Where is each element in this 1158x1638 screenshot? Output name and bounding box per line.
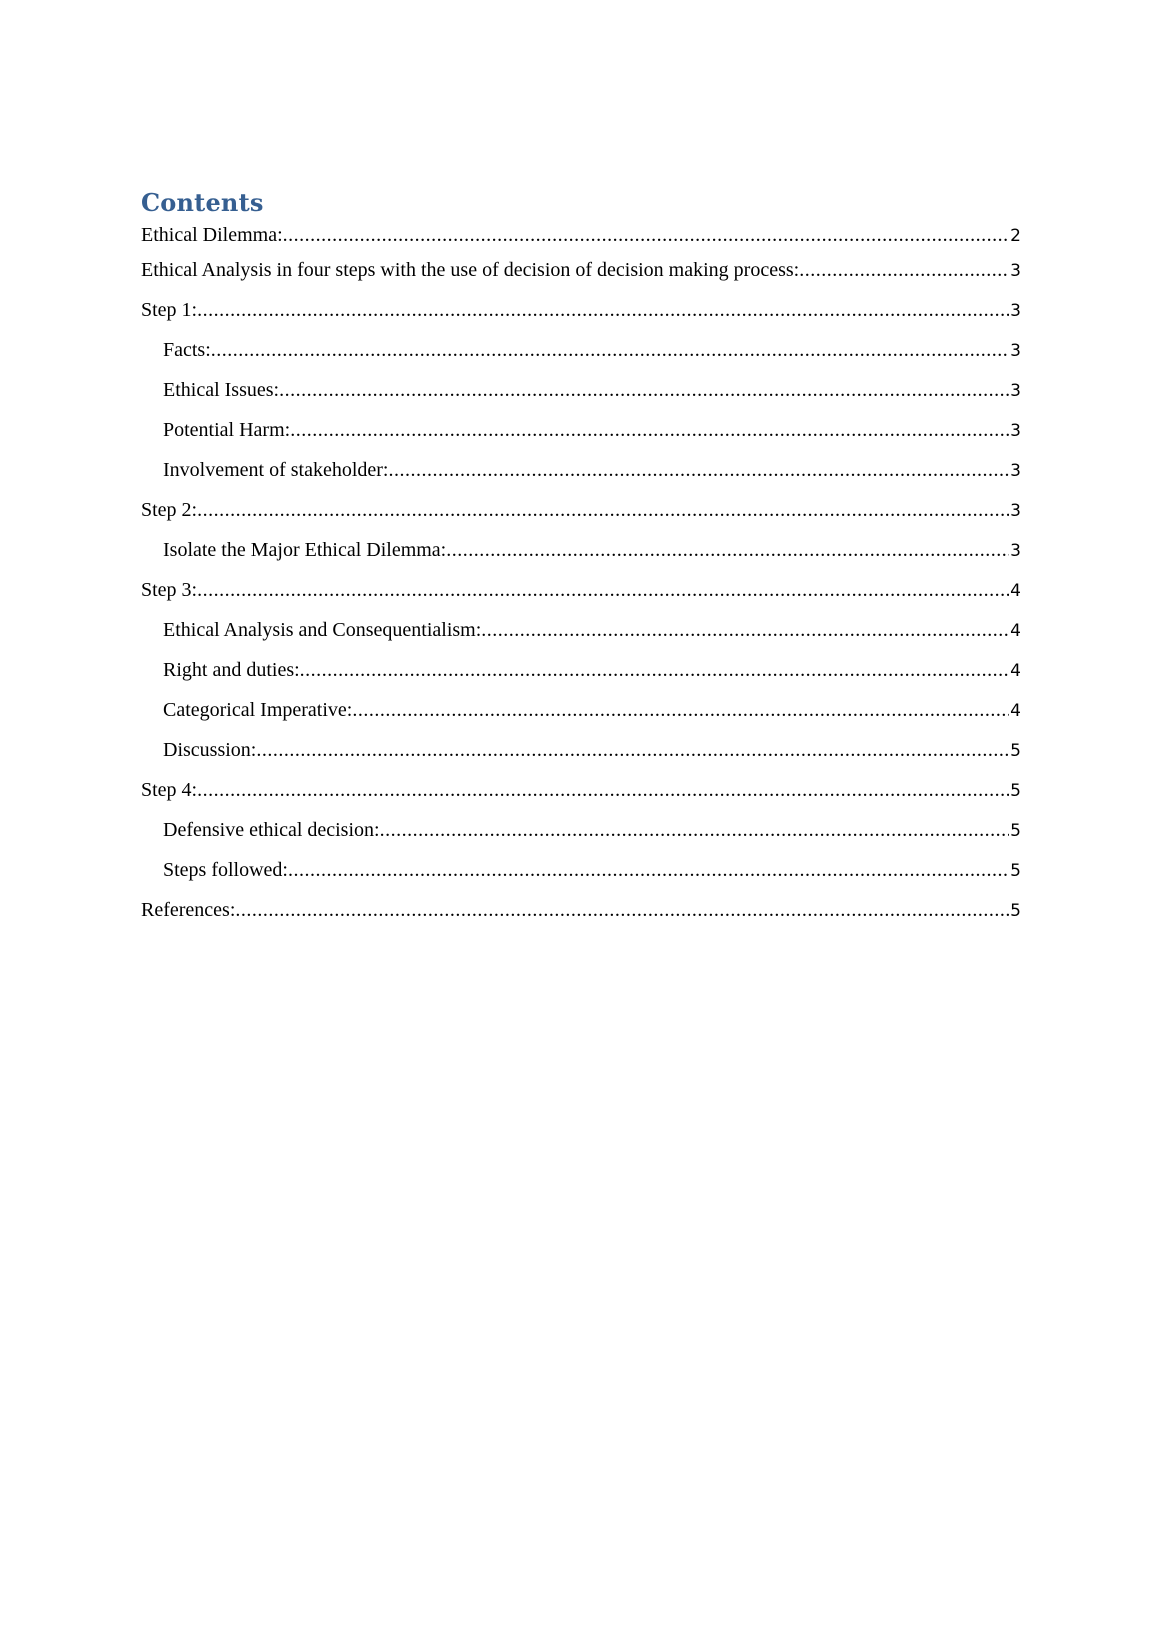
toc-page-number: 4 [1010, 661, 1021, 681]
toc-entry-text: Ethical Analysis in four steps with the use of decision of decision making process: [141, 259, 800, 281]
toc-page-number: 2 [1010, 226, 1021, 246]
toc-entry-ethical-analysis[interactable] [141, 250, 1021, 290]
toc-dot-leader [235, 890, 1009, 930]
toc-dot-leader [197, 570, 1009, 610]
toc-entry-right-and-duties[interactable] [141, 650, 1021, 690]
toc-dot-leader [300, 650, 1010, 690]
toc-entry-ethical-issues[interactable] [141, 370, 1021, 410]
toc-entry-text: Ethical Analysis and Consequentialism: [163, 619, 482, 641]
toc-dot-leader [279, 370, 1009, 410]
toc-entry-text: Defensive ethical decision: [163, 819, 380, 841]
toc-page-number: 3 [1010, 421, 1021, 441]
toc-dot-leader [446, 530, 1009, 570]
toc-page-number: 3 [1010, 381, 1021, 401]
toc-entry-text: Step 4: [141, 779, 198, 801]
toc-page-number: 5 [1010, 781, 1021, 801]
toc-entry-text: Facts: [163, 339, 211, 361]
toc-entry-discussion[interactable] [141, 730, 1021, 770]
toc-entry-step-3[interactable] [141, 570, 1021, 610]
toc-entry-text: Categorical Imperative: [163, 699, 353, 721]
toc-page-number: 4 [1010, 701, 1021, 721]
toc-entry-isolate-major-ethical-dilemma[interactable] [141, 530, 1021, 570]
toc-dot-leader [197, 490, 1009, 530]
toc-page-number: 3 [1010, 461, 1021, 481]
toc-page-number: 3 [1010, 501, 1021, 521]
toc-dot-leader [380, 810, 1010, 850]
toc-dot-leader [352, 690, 1009, 730]
toc-entry-text: Step 2: [141, 499, 198, 521]
toc-entry-text: Potential Harm: [163, 419, 291, 441]
toc-page-number: 3 [1010, 341, 1021, 361]
toc-dot-leader [389, 450, 1010, 490]
toc-dot-leader [283, 220, 1010, 250]
toc-page-number: 4 [1010, 581, 1021, 601]
toc-page-number: 5 [1010, 861, 1021, 881]
toc-page-number: 5 [1010, 901, 1021, 921]
toc-title: Contents [141, 188, 264, 217]
toc-entry-text: Ethical Dilemma: [141, 224, 283, 246]
table-of-contents [141, 186, 1021, 930]
toc-list [141, 220, 1021, 930]
toc-dot-leader [799, 250, 1009, 290]
toc-entry-text: Right and duties: [163, 659, 300, 681]
toc-entry-ethical-dilemma[interactable] [141, 220, 1021, 250]
toc-entry-defensive-ethical-decision[interactable] [141, 810, 1021, 850]
toc-dot-leader [197, 770, 1009, 810]
toc-entry-potential-harm[interactable] [141, 410, 1021, 450]
toc-dot-leader [290, 410, 1009, 450]
toc-entry-text: Step 1: [141, 299, 198, 321]
toc-page-number: 5 [1010, 821, 1021, 841]
toc-dot-leader [288, 850, 1009, 890]
toc-entry-text: Discussion: [163, 739, 257, 761]
toc-entry-text: Step 3: [141, 579, 198, 601]
toc-entry-text: References: [141, 899, 236, 921]
toc-entry-ethical-analysis-consequentialism[interactable] [141, 610, 1021, 650]
toc-dot-leader [211, 330, 1009, 370]
toc-entry-steps-followed[interactable] [141, 850, 1021, 890]
toc-entry-step-2[interactable] [141, 490, 1021, 530]
toc-dot-leader [481, 610, 1009, 650]
toc-page-number: 3 [1010, 541, 1021, 561]
toc-page-number: 3 [1010, 301, 1021, 321]
toc-dot-leader [197, 290, 1009, 330]
toc-entry-text: Steps followed: [163, 859, 288, 881]
toc-page-number: 4 [1010, 621, 1021, 641]
toc-dot-leader [256, 730, 1009, 770]
toc-entry-text: Ethical Issues: [163, 379, 280, 401]
toc-entry-step-1[interactable] [141, 290, 1021, 330]
toc-entry-involvement-of-stakeholder[interactable] [141, 450, 1021, 490]
toc-page-number: 3 [1010, 261, 1021, 281]
toc-entry-step-4[interactable] [141, 770, 1021, 810]
toc-entry-text: Isolate the Major Ethical Dilemma: [163, 539, 447, 561]
toc-entry-facts[interactable] [141, 330, 1021, 370]
toc-entry-text: Involvement of stakeholder: [163, 459, 389, 481]
toc-entry-references[interactable] [141, 890, 1021, 930]
toc-page-number: 5 [1010, 741, 1021, 761]
toc-entry-categorical-imperative[interactable] [141, 690, 1021, 730]
